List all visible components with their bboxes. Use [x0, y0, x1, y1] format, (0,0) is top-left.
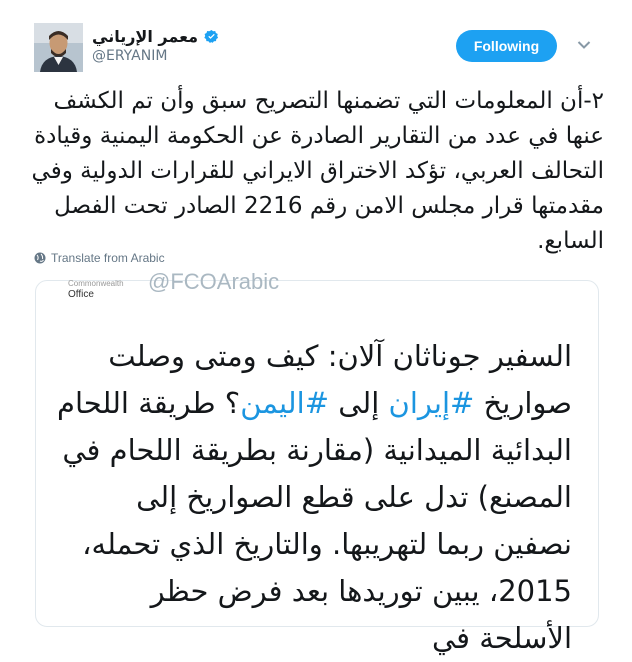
card-text-part1: السفير جوناثان آلان: كيف ومتى وصلت صواريخ: [108, 339, 572, 420]
media-card[interactable]: [35, 269, 599, 655]
translate-link[interactable]: [34, 251, 165, 265]
card-office-text: Office: [68, 289, 94, 300]
verified-badge-icon: [204, 29, 219, 44]
following-button[interactable]: Following: [456, 30, 557, 62]
translate-label: Translate from Arabic: [51, 251, 165, 265]
card-office-faint: Commonwealth: [68, 279, 124, 288]
tweet-text: ٢-أن المعلومات التي تضمنها التصريح سبق وأن تم الكشف عنها في عدد من التقارير الصادرة عن الحكومة اليمنية وقيادة التحالف العربي، تؤكد الاختراق الايراني للقرارات الدولية وفي مقدمتها قرار مجلس الامن رقم 2216 الصادر تحت الفصل السابع.: [31, 88, 604, 254]
name-row: [92, 27, 219, 46]
card-office-label: [68, 281, 124, 300]
card-text-part2: إلى: [329, 386, 389, 420]
user-info: [92, 27, 219, 64]
card-text-part3: ؟ طريقة اللحام البدائية الميدانية (مقارنة بطريقة اللحام في المصنع) تدل على قطع الصواريخ إلى نصفين ربما لتهريبها. والتاريخ الذي تحمله، 2015، يبين توريدها بعد فرض حظر الأسلحة في: [56, 386, 572, 655]
display-name[interactable]: معمر الإرياني: [92, 27, 199, 46]
globe-icon: [34, 252, 46, 264]
chevron-down-icon[interactable]: [577, 40, 591, 50]
avatar[interactable]: [34, 23, 83, 72]
hashtag-yemen[interactable]: #اليمن: [240, 386, 329, 420]
card-handle: @FCOArabic: [148, 269, 280, 294]
hashtag-iran[interactable]: #إيران: [388, 386, 475, 420]
card-text: [52, 333, 572, 662]
user-handle[interactable]: @ERYANIM: [92, 48, 168, 64]
